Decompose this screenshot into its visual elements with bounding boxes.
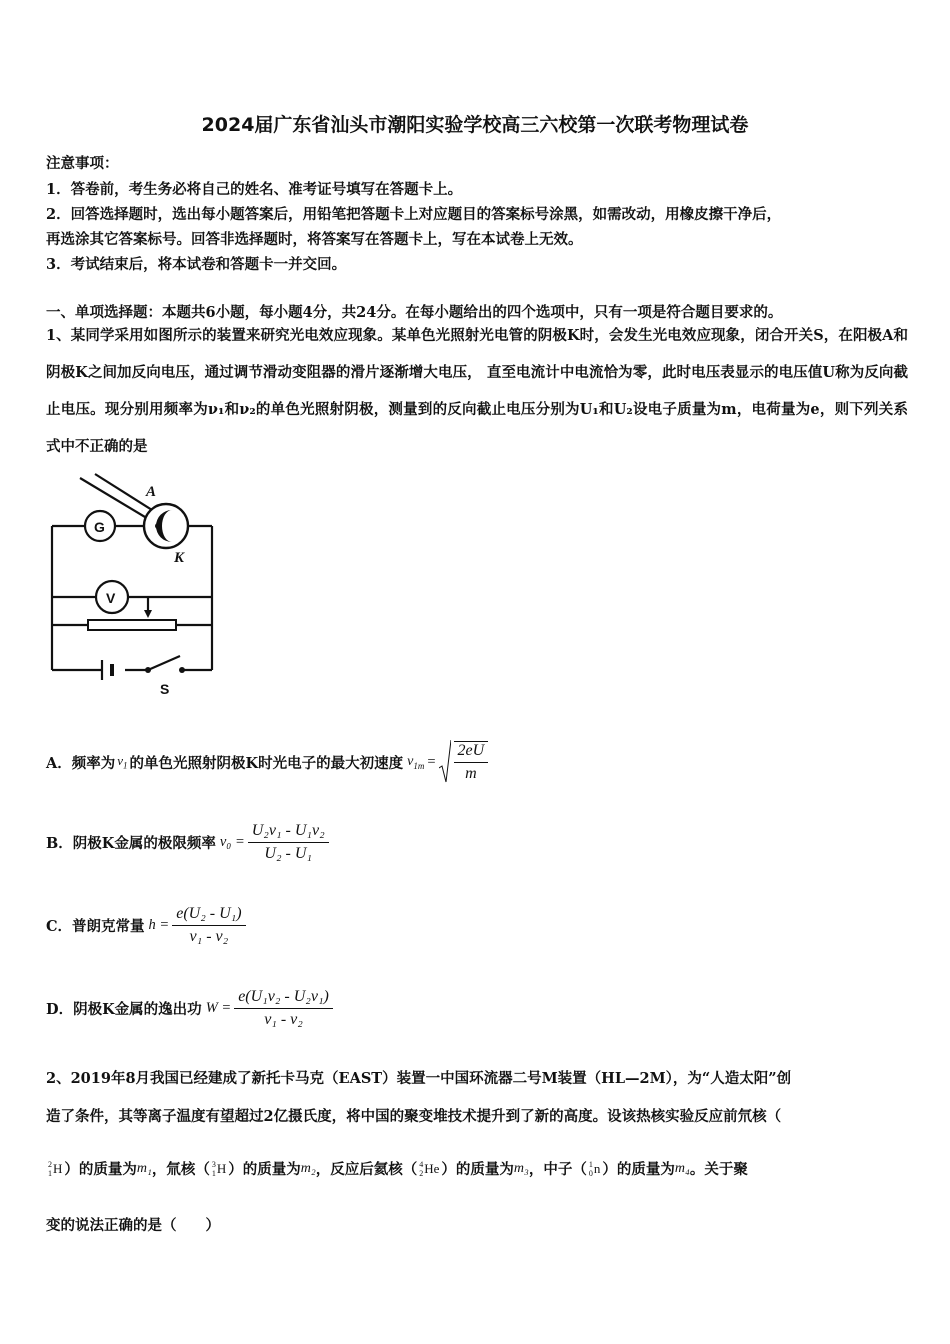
anode-label: A — [146, 484, 157, 500]
notice-item: 再选涂其它答案标号。回答非选择题时，将答案写在答题卡上，写在本试卷上无效。 — [46, 231, 583, 248]
question-1-text: 1、某同学采用如图所示的装置来研究光电效应现象。某单色光照射光电管的阴极K时，会发生光电效应现象，闭合开关S，在阳极A和阴极K之间加反向电压，通过调节滑动变阻器的滑片逐渐增大电压， 直至电流计中电流恰为零，此时电压表显示的电压值U称为反向截止电压。现分别用频率为ν₁和ν₂的单色光照射阴极，测量到的反向截止电压分别为U₁和U₂设电子质量为m，电荷量为e，则下列关系 式中不正确的是 — [46, 327, 908, 455]
option-b: B．阴极K金属的极限频率 v₀ = $\frac{\text{U₂v₁ - U₁v₂}}{\text{U₂ - U₁}}$ — [46, 822, 332, 863]
section-heading: 一、单项选择题：本题共6小题，每小题4分，共24分。在每小题给出的四个选项中，只有一项是符合题目要求的。 — [46, 304, 783, 321]
sqrt-formula: $\frac{2eU}{m}$ — [439, 740, 492, 784]
option-c: C．普朗克常量 h = $\frac{\text{e(U₂ - U₁)}}{\text{v₁ - v₂}}$ — [46, 905, 249, 946]
notice-heading: 注意事项： — [46, 155, 119, 172]
question-2-line: 造了条件，其等离子温度有望超过2亿摄氏度，将中国的聚变堆技术提升到了新的高度。设该热核实验反应前氘核（ — [46, 1108, 782, 1125]
switch-label: S — [160, 681, 170, 697]
photocell-icon — [144, 504, 188, 548]
helium-symbol: 4 2 He — [419, 1159, 440, 1178]
question-2-line: 2 1 H ）的质量为 m₁ ，氚核（ 3 1 H ）的质量为 m₂ ，反应后氦核（ 4 2 He ）的质量为 m₃ ，中子（ 1 0 n ）的质量为 m₄ 。关于聚 — [48, 1159, 748, 1178]
notice-item: 3．考试结束后，将本试卷和答题卡一并交回。 — [46, 256, 347, 273]
galvanometer-label: G — [94, 519, 105, 535]
tritium-symbol: 3 1 H — [211, 1159, 227, 1178]
formula-fraction: $\frac{\text{e(U₁v₂ - U₂v₁)}}{\text{v₁ - v₂}}$ — [234, 988, 333, 1029]
formula-fraction: $\frac{\text{e(U₂ - U₁)}}{\text{v₁ - v₂}}$ — [172, 905, 245, 946]
question-2-line: 2、2019年8月我国已经建成了新托卡马克（EAST）装置一中国环流器二号M装置（HL—2M），为“人造太阳”创 — [46, 1070, 792, 1087]
photoelectric-circuit-figure — [40, 470, 230, 705]
neutron-symbol: 1 0 n — [588, 1159, 601, 1178]
question-2-line: 变的说法正确的是（ ） — [46, 1217, 220, 1234]
voltmeter-label: V — [106, 590, 116, 606]
deuterium-symbol: 2 1 H — [48, 1159, 63, 1178]
notice-item: 2．回答选择题时，选出每小题答案后，用铅笔把答题卡上对应题目的答案标号涂黑，如需改动，用橡皮擦干净后， — [46, 206, 782, 223]
formula-fraction: $\frac{\text{U₂v₁ - U₁v₂}}{\text{U₂ - U₁}}$ — [248, 822, 329, 863]
notice-item: 1．答卷前，考生务必将自己的姓名、准考证号填写在答题卡上。 — [46, 181, 463, 198]
option-a: A．频率为 $\nu_1$ 的单色光照射阴极K时光电子的最大初速度 $v_{1m}$ = $\frac{2eU}{m}$ — [46, 740, 491, 784]
cathode-label: K — [174, 550, 185, 566]
option-d: D．阴极K金属的逸出功 W = $\frac{\text{e(U₁v₂ - U₂v₁)}}{\text{v₁ - v₂}}$ — [46, 988, 336, 1029]
page-title: 2024届广东省汕头市潮阳实验学校高三六校第一次联考物理试卷 — [201, 114, 749, 136]
